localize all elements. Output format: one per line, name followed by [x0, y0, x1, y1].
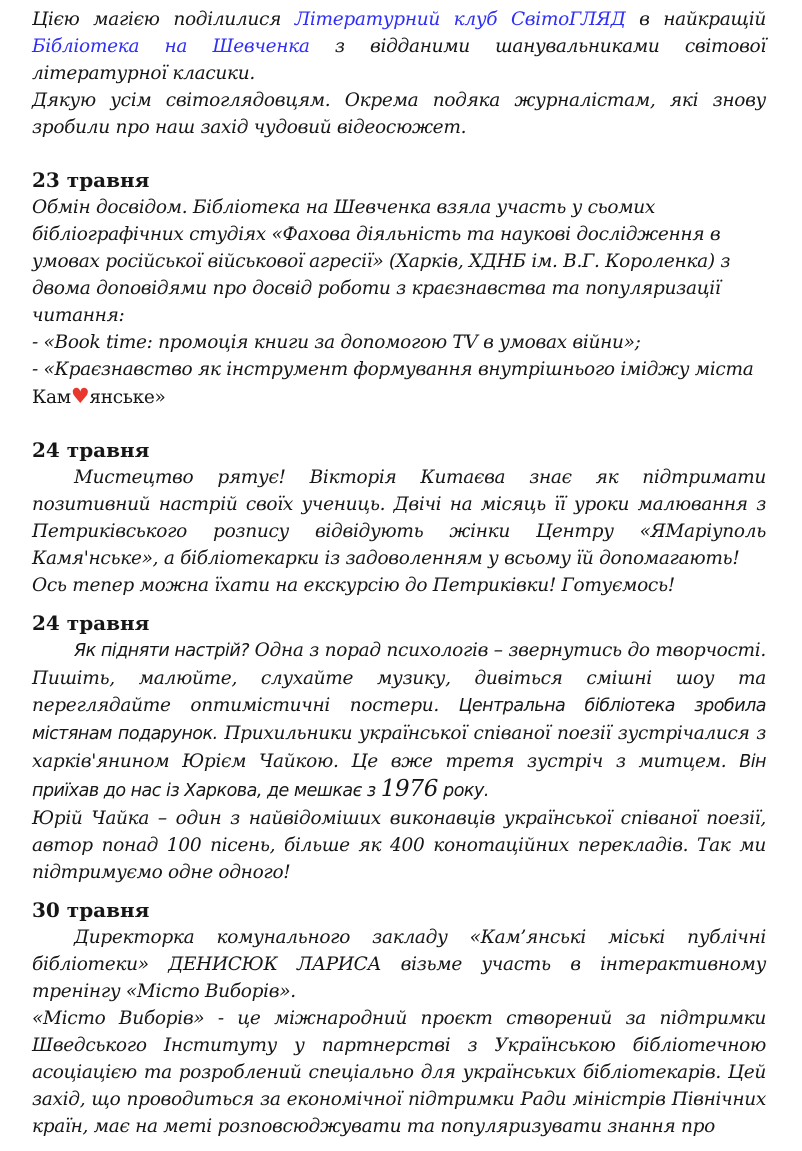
text-segment: Кам	[32, 387, 71, 408]
text-segment: Мистецтво рятує! Вікторія Китаєва знає як підтримати позитивний настрій своїх учениць. Двічі на місяць її уроки малювання з Петриківського розпису відвідують жінки Центру «ЯМаріуполь Камя'нське», а бібліотекарки із задоволенням у всьому їй допомагають!	[32, 467, 766, 569]
text-segment: Директорка комунального закладу «Кам’янські міські публічні бібліотеки» ДЕНИСЮК ЛАРИСА візьме участь в інтерактивному тренінгу «Місто Виборів».	[32, 927, 766, 1002]
text-segment: року.	[438, 781, 489, 801]
text-segment: 1976	[380, 776, 439, 802]
paragraph-art-saves	[32, 464, 766, 572]
date-heading-24-may-1: 24 травня	[32, 438, 150, 462]
text-segment: Обмін досвідом. Бібліотека на Шевченка взяла участь у сьомих бібліографічних студіях «Фахова діяльність та наукові дослідження в умовах російської військової агресії» (Харків, ХДНБ ім. В.Г. Короленка) з двома доповідями про досвід роботи з краєзнавства та популяризації читання:	[32, 197, 731, 326]
text-segment: Центральна бібліотека зробила містянам подарунок.	[32, 696, 766, 744]
text-segment: «Місто Виборів» - це міжнародний проєкт створений за підтримки Шведського Інституту у партнерстві з Українською бібліотечною асоціацією та розроблений спеціально для українських бібліотекарів. Цей захід, що проводиться за економічної підтримки Ради міністрів Північних країн, має на меті розповсюджувати та популяризувати знання про	[32, 1008, 766, 1137]
text-segment: - «Краєзнавство як інструмент формування внутрішнього іміджу міста	[32, 359, 754, 380]
text-segment: Одна з порад психологів – звернутись до творчості. Пишіть, малюйте, слухайте музику, дивіться смішні шоу та переглядайте оптимістичні постери.	[32, 640, 766, 716]
paragraph-thanks	[32, 87, 766, 141]
text-segment: Прихильники української співаної поезії зустрічалися з харків'янином Юрієм Чайкою. Це вже третя зустріч з митцем.	[32, 723, 766, 772]
paragraph-bullet-booktime	[32, 329, 766, 356]
text-segment: Ось тепер можна їхати на екскурсію до Петриківки! Готуємось!	[32, 575, 675, 596]
paragraph-exchange	[32, 194, 766, 329]
paragraph-excursion	[32, 572, 766, 599]
text-segment: Як підняти настрій?	[74, 641, 250, 661]
document-body	[32, 6, 766, 1140]
blank-line-spacer	[32, 886, 766, 897]
paragraph-yurii-chaika	[32, 805, 766, 886]
text-segment: Юрій Чайка – один з найвідоміших виконавців української співаної поезії, автор понад 100 пісень, більше як 400 конотаційних перекладів. Так ми підтримуємо одне одного!	[32, 808, 766, 883]
date-heading-24-may-2: 24 травня	[32, 611, 150, 635]
text-segment: в найкращій	[625, 9, 766, 30]
blank-line-spacer	[32, 141, 766, 167]
paragraph-mood	[32, 637, 766, 805]
date-heading-30-may: 30 травня	[32, 898, 150, 922]
blank-line-spacer	[32, 599, 766, 610]
date-heading-23-may: 23 травня	[32, 168, 150, 192]
blank-line-spacer	[32, 411, 766, 437]
red-heart-icon: ♥	[70, 384, 90, 408]
paragraph-misto-vyboriv	[32, 1005, 766, 1140]
text-segment: - «Book time: промоція книги за допомогою TV в умовах війни»;	[32, 332, 641, 353]
text-segment: Дякую усім світоглядовцям. Окрема подяка журналістам, які знову зробили про наш захід чудовий відеосюжет.	[32, 90, 766, 138]
text-segment: Цією магією поділилися	[32, 9, 295, 30]
text-segment: янське»	[89, 387, 166, 408]
paragraph-intro	[32, 6, 766, 87]
text-segment: Він приїхав до нас із Харкова, де мешкає з	[32, 752, 766, 801]
text-segment: з відданими шанувальниками світової літературної класики.	[32, 36, 766, 84]
paragraph-bullet-local-history	[32, 356, 766, 411]
link-literary-club-svitohlyad[interactable]: Літературний клуб СвітоГЛЯД	[294, 9, 626, 30]
link-library-on-shevchenka[interactable]: Бібліотека на Шевченка	[32, 36, 310, 57]
paragraph-director	[32, 924, 766, 1005]
